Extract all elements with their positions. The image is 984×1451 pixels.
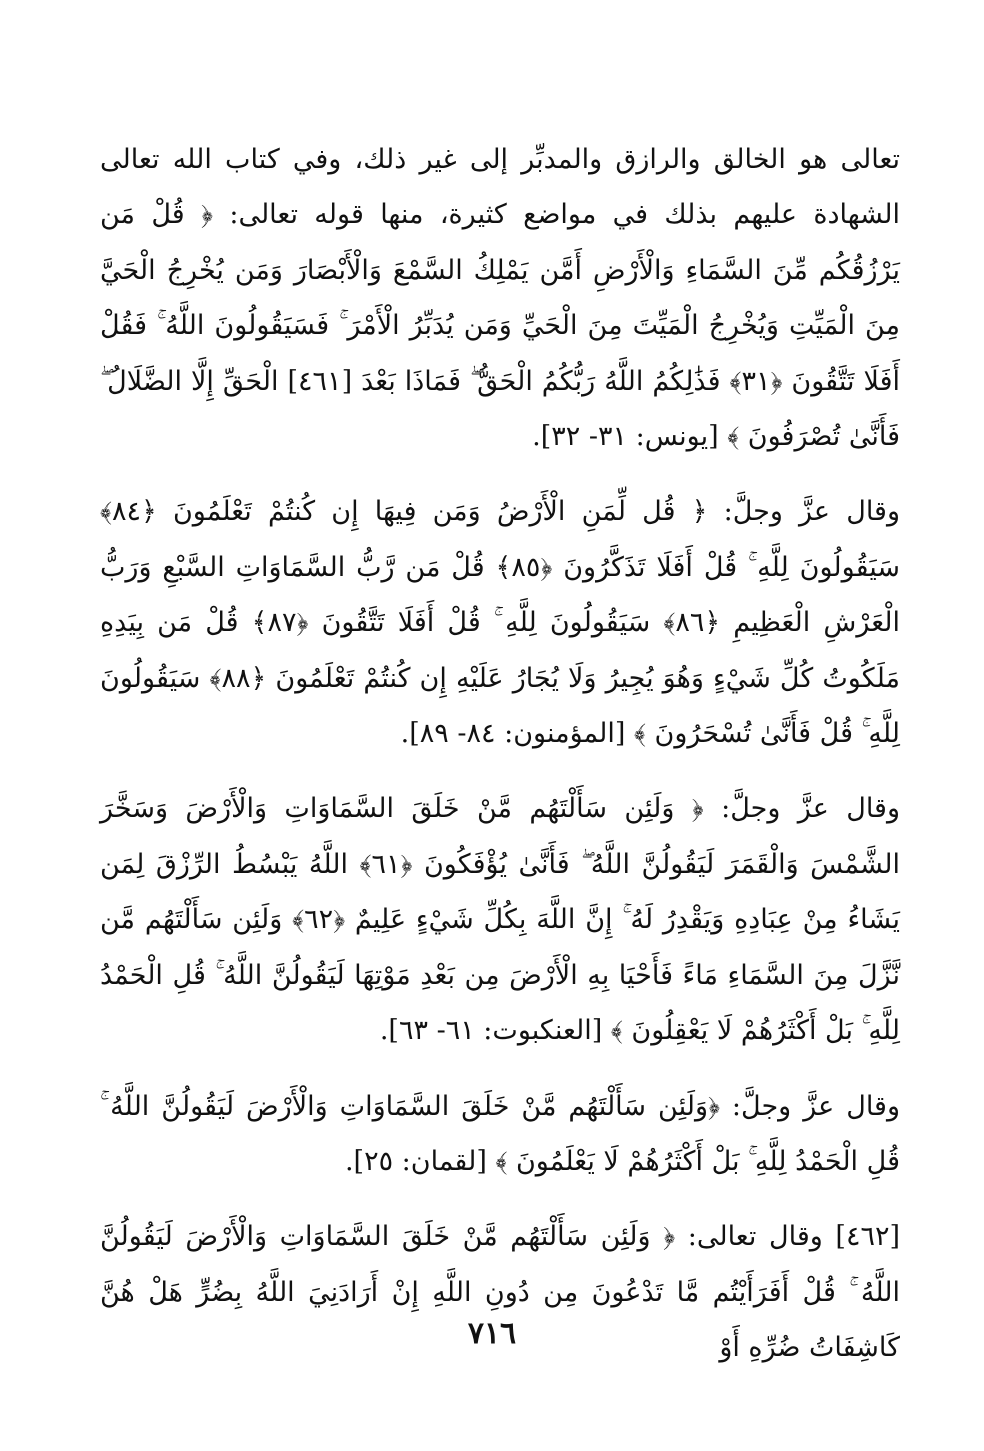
paragraph-3: وقال عزَّ وجلَّ: ﴿ وَلَئِن سَأَلْتَهُم مَّنْ خَلَقَ السَّمَاوَاتِ وَالْأَرْضَ وَسَخَّرَ الشَّمْسَ وَالْقَمَرَ لَيَقُولُنَّ اللَّهُ ۖ فَأَنَّىٰ يُؤْفَكُونَ ﴿٦١﴾ اللَّهُ يَبْسُطُ الرِّزْقَ لِمَن يَشَاءُ مِنْ عِبَادِهِ وَيَقْدِرُ لَهُ ۚ إِنَّ اللَّهَ بِكُلِّ شَيْءٍ عَلِيمٌ ﴿٦٢﴾ وَلَئِن سَأَلْتَهُم مَّن نَّزَّلَ مِنَ السَّمَاءِ مَاءً فَأَحْيَا بِهِ الْأَرْضَ مِن بَعْدِ مَوْتِهَا لَيَقُولُنَّ اللَّهُ ۚ قُلِ الْحَمْدُ لِلَّهِ ۚ بَلْ أَكْثَرُهُمْ لَا يَعْقِلُونَ ﴾ [العنكبوت: ٦١- ٦٣]. [100,793,900,1047]
paragraph-4: وقال عزَّ وجلَّ: ﴿وَلَئِن سَأَلْتَهُم مَّنْ خَلَقَ السَّمَاوَاتِ وَالْأَرْضَ لَيَقُولُنَّ اللَّهُ ۚ قُلِ الْحَمْدُ لِلَّهِ ۚ بَلْ أَكْثَرُهُمْ لَا يَعْلَمُونَ ﴾ [لقمان: ٢٥]. [100,1090,900,1177]
paragraph-5: [٤٦٢] وقال تعالى: ﴿ وَلَئِن سَأَلْتَهُم مَّنْ خَلَقَ السَّمَاوَاتِ وَالْأَرْضَ لَيَقُولُنَّ اللَّهُ ۚ قُلْ أَفَرَأَيْتُم مَّا تَدْعُونَ مِن دُونِ اللَّهِ إِنْ أَرَادَنِيَ اللَّهُ بِضُرٍّ هَلْ هُنَّ كَاشِفَاتُ ضُرِّهِ أَوْ [100,1221,900,1364]
page-body [100,132,900,1376]
paragraph-2: وقال عزَّ وجلَّ: ﴿ قُل لِّمَنِ الْأَرْضُ وَمَن فِيهَا إِن كُنتُمْ تَعْلَمُونَ ﴿٨٤﴾ سَيَقُولُونَ لِلَّهِ ۚ قُلْ أَفَلَا تَذَكَّرُونَ ﴿٨٥﴾ قُلْ مَن رَّبُّ السَّمَاوَاتِ السَّبْعِ وَرَبُّ الْعَرْشِ الْعَظِيمِ ﴿٨٦﴾ سَيَقُولُونَ لِلَّهِ ۚ قُلْ أَفَلَا تَتَّقُونَ ﴿٨٧﴾ قُلْ مَن بِيَدِهِ مَلَكُوتُ كُلِّ شَيْءٍ وَهُوَ يُجِيرُ وَلَا يُجَارُ عَلَيْهِ إِن كُنتُمْ تَعْلَمُونَ ﴿٨٨﴾ سَيَقُولُونَ لِلَّهِ ۚ قُلْ فَأَنَّىٰ تُسْحَرُونَ ﴾ [المؤمنون: ٨٤- ٨٩]. [100,496,901,750]
page-number: ٧١٦ [467,1316,517,1351]
paragraph-1: تعالى هو الخالق والرازق والمدبِّر إلى غير ذلك، وفي كتاب الله تعالى الشهادة عليهم بذلك في مواضع كثيرة، منها قوله تعالى: ﴿ قُلْ مَن يَرْزُقُكُم مِّنَ السَّمَاءِ وَالْأَرْضِ أَمَّن يَمْلِكُ السَّمْعَ وَالْأَبْصَارَ وَمَن يُخْرِجُ الْحَيَّ مِنَ الْمَيِّتِ وَيُخْرِجُ الْمَيِّتَ مِنَ الْحَيِّ وَمَن يُدَبِّرُ الْأَمْرَ ۚ فَسَيَقُولُونَ اللَّهُ ۚ فَقُلْ أَفَلَا تَتَّقُونَ ﴿٣١﴾ فَذَٰلِكُمُ اللَّهُ رَبُّكُمُ الْحَقُّ ۖ فَمَاذَا بَعْدَ [٤٦١] الْحَقِّ إِلَّا الضَّلَالُ ۖ فَأَنَّىٰ تُصْرَفُونَ ﴾ [يونس: ٣١- ٣٢]. [100,144,900,453]
